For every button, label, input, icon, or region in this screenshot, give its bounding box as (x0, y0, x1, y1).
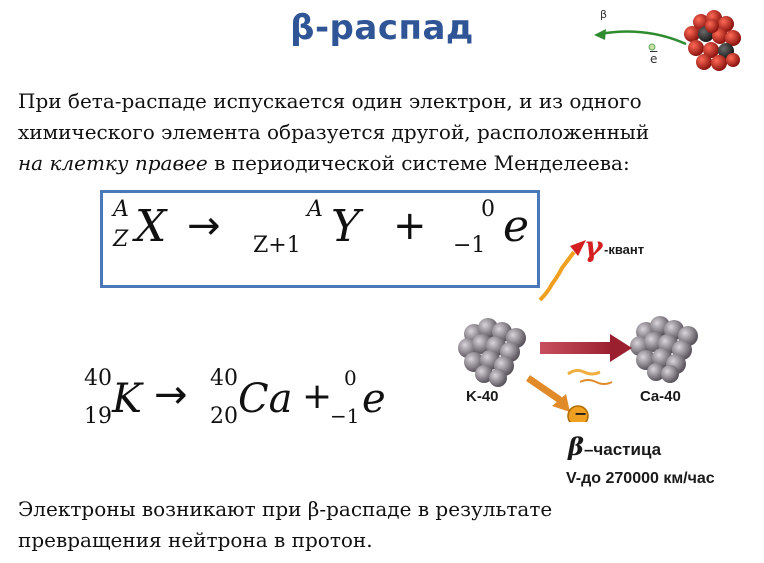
gamma-ray (540, 252, 574, 300)
beta-emission-icon (586, 0, 756, 80)
k-mass-number: 40 (84, 366, 112, 391)
e-mass-number: 0 (344, 366, 357, 390)
example-plus: + (302, 376, 333, 417)
ca-symbol: Ca (238, 376, 293, 422)
electron-symbol: e (503, 201, 530, 252)
ca-atomic-number: 20 (210, 404, 238, 429)
parent-mass-number: A (113, 197, 129, 222)
e-symbol: e (362, 376, 386, 422)
intro-line-1: При бета-распаде испускается один электрон, и из одного (18, 89, 642, 113)
gamma-label: -квант (604, 242, 645, 257)
electron-label: $\overline{e}$ (650, 52, 658, 66)
green-arrow (600, 32, 686, 44)
gamma-symbol: γ (584, 230, 603, 263)
beta-arrow (528, 378, 560, 400)
page-title: β-распад (290, 8, 474, 48)
daughter-mass-number: A (307, 197, 323, 222)
intro-paragraph (18, 86, 758, 179)
intro-line-2: химического элемента образуется другой, расположенный (18, 120, 650, 144)
outro-line-1: Электроны возникают при β-распаде в результате (18, 497, 553, 521)
transmutation-arrow (540, 342, 612, 354)
intro-emphasis: на клетку правее (18, 151, 208, 175)
intro-line-3-rest: в периодической системе Менделеева: (207, 151, 630, 175)
ca40-label: Ca-40 (640, 388, 681, 405)
k-symbol: K (112, 376, 142, 422)
parent-atomic-number: Z (113, 227, 129, 252)
k-atomic-number: 19 (84, 404, 112, 429)
parent-symbol: X (135, 201, 167, 252)
daughter-symbol: Y (331, 201, 361, 252)
ca40-nucleus-icon (630, 316, 698, 383)
nucleus-icon (684, 10, 741, 71)
daughter-atomic-number: Z+1 (253, 233, 301, 258)
electron-charge-number: −1 (453, 233, 486, 258)
beta-symbol: β (568, 432, 584, 461)
electron-minus-sign: − (574, 404, 588, 423)
example-arrow: → (154, 372, 188, 418)
k40-nucleus-icon (458, 318, 526, 387)
outro-line-2: превращения нейтрона в протон. (18, 528, 373, 552)
electron-mass-number: 0 (481, 197, 495, 222)
intro-line-3 (18, 148, 758, 179)
plus-sign: + (393, 203, 427, 249)
k40-label: K-40 (466, 388, 499, 405)
beta-label: β (600, 8, 608, 21)
beta-particle-label (568, 432, 661, 461)
particle-text: –частица (583, 440, 662, 459)
example-formula (80, 366, 400, 436)
e-charge-number: −1 (330, 404, 360, 428)
ca-mass-number: 40 (210, 366, 238, 391)
outro-paragraph (18, 494, 758, 556)
reaction-arrow: → (187, 203, 221, 249)
speed-label: V-до 270000 км/час (566, 470, 715, 487)
